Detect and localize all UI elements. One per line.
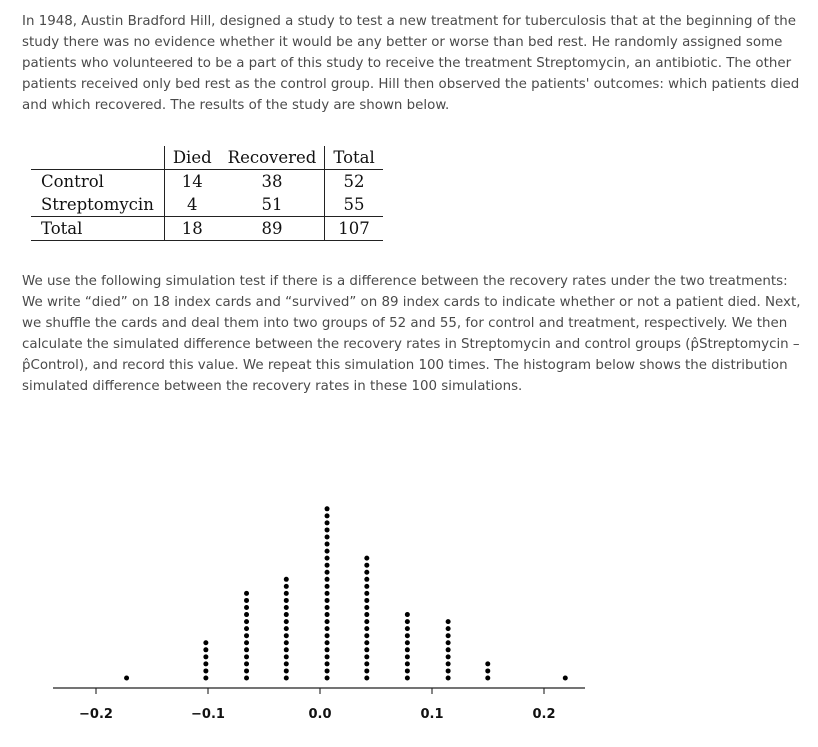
data-dot — [203, 661, 208, 666]
data-dot — [405, 654, 410, 659]
data-dot — [244, 591, 249, 596]
data-dot — [364, 619, 369, 624]
data-dot — [446, 654, 451, 659]
data-dot — [244, 605, 249, 610]
data-dot — [325, 676, 330, 681]
data-dot — [364, 654, 369, 659]
data-dot — [284, 668, 289, 673]
data-dot — [325, 668, 330, 673]
data-dot — [364, 584, 369, 589]
data-dot — [325, 520, 330, 525]
column-header-recovered: Recovered — [220, 146, 325, 170]
results-table — [31, 146, 383, 241]
x-tick-label: 0.0 — [308, 707, 332, 722]
x-tick-label: −0.1 — [191, 707, 225, 722]
data-dot — [364, 591, 369, 596]
data-dot — [446, 626, 451, 631]
data-dot — [364, 612, 369, 617]
data-dot — [446, 647, 451, 652]
data-dot — [446, 676, 451, 681]
data-dot — [284, 577, 289, 582]
data-dot — [446, 633, 451, 638]
data-dot — [364, 570, 369, 575]
data-dot — [284, 654, 289, 659]
data-dot — [325, 570, 330, 575]
data-dot — [325, 549, 330, 554]
data-dot — [485, 676, 490, 681]
table-row-total — [31, 217, 383, 241]
data-dot — [244, 626, 249, 631]
data-dot — [325, 647, 330, 652]
data-dot — [405, 633, 410, 638]
data-dot — [325, 577, 330, 582]
data-dot — [364, 640, 369, 645]
data-dot — [203, 647, 208, 652]
data-dot — [203, 676, 208, 681]
data-dot — [203, 640, 208, 645]
row-label-total: Total — [31, 217, 164, 241]
data-dot — [325, 605, 330, 610]
data-dot — [364, 577, 369, 582]
data-dot — [124, 676, 129, 681]
data-dot — [405, 619, 410, 624]
data-dot — [284, 598, 289, 603]
data-dot — [446, 668, 451, 673]
data-dot — [203, 654, 208, 659]
data-dot — [325, 563, 330, 568]
table-cell: 51 — [220, 193, 325, 217]
table-cell: 14 — [181, 172, 203, 191]
data-dot — [244, 668, 249, 673]
data-dot — [284, 633, 289, 638]
data-dot — [284, 619, 289, 624]
data-dot — [244, 661, 249, 666]
data-dot — [405, 676, 410, 681]
data-dot — [364, 647, 369, 652]
data-dot — [364, 563, 369, 568]
data-dot — [405, 647, 410, 652]
table-cell: 4 — [187, 195, 198, 214]
data-dot — [325, 513, 330, 518]
data-dot — [244, 612, 249, 617]
data-dot — [364, 556, 369, 561]
data-dot — [325, 619, 330, 624]
x-tick-label: 0.1 — [420, 707, 444, 722]
table-cell: 52 — [343, 172, 365, 191]
data-dot — [364, 598, 369, 603]
column-header-total: Total — [325, 146, 383, 170]
data-dot — [244, 619, 249, 624]
data-dot — [405, 661, 410, 666]
data-dot — [244, 633, 249, 638]
data-dot — [485, 668, 490, 673]
data-dot — [325, 661, 330, 666]
data-dot — [364, 633, 369, 638]
table-cell: 18 — [164, 217, 219, 241]
table-header-row — [31, 146, 383, 170]
data-dot — [284, 605, 289, 610]
data-dot — [244, 676, 249, 681]
simulation-paragraph: We use the following simulation test if there is a difference between the recovery rates under the two treatments: We write “died” on 18 index cards and “survived” on 89 index cards to indicate whether or not a patient died. Next, we shuffle the cards and deal them into two groups of 52 and 55, for control and treatment, respectively. We then calculate the simulated difference between the recovery rates in Streptomycin and control groups (p̂Streptomycin – p̂Control), and record this value. We repeat this simulation 100 times. The histogram below shows the distribution simulated difference between the recovery rates in these 100 simulations. — [22, 274, 801, 394]
data-dot — [325, 556, 330, 561]
table-cell: 107 — [325, 217, 383, 241]
data-dot — [325, 535, 330, 540]
data-dot — [405, 640, 410, 645]
data-dot — [325, 527, 330, 532]
data-dot — [405, 626, 410, 631]
data-dot — [325, 633, 330, 638]
data-dot — [284, 661, 289, 666]
data-dot — [364, 676, 369, 681]
table-row — [31, 170, 383, 194]
data-dot — [325, 626, 330, 631]
data-dot — [244, 598, 249, 603]
data-dot — [284, 626, 289, 631]
row-label-control: Control — [31, 170, 164, 194]
data-dot — [244, 640, 249, 645]
data-dot — [364, 626, 369, 631]
data-dot — [284, 640, 289, 645]
data-dot — [446, 661, 451, 666]
table-row — [31, 193, 383, 217]
data-dot — [284, 676, 289, 681]
table-corner-cell — [31, 146, 164, 170]
data-dot — [563, 676, 568, 681]
data-dot — [325, 598, 330, 603]
table-cell: 55 — [343, 195, 365, 214]
data-dot — [325, 542, 330, 547]
row-label-streptomycin: Streptomycin — [31, 193, 164, 217]
data-dot — [284, 612, 289, 617]
table-cell: 38 — [220, 170, 325, 194]
data-dot — [485, 661, 490, 666]
data-dot — [325, 654, 330, 659]
data-dot — [364, 661, 369, 666]
data-dot — [446, 619, 451, 624]
x-tick-label: 0.2 — [532, 707, 556, 722]
data-dot — [325, 584, 330, 589]
data-dot — [325, 506, 330, 511]
data-dot — [405, 612, 410, 617]
data-dot — [325, 591, 330, 596]
data-dot — [325, 640, 330, 645]
dot-plot-chart — [0, 410, 818, 747]
x-tick-label: −0.2 — [79, 707, 113, 722]
intro-paragraph: In 1948, Austin Bradford Hill, designed a study to test a new treatment for tuberculosis that at the beginning of the study there was no evidence whether it would be any better or worse than bed rest. He randomly assigned some patients who volunteered to be a part of this study to receive the treatment Streptomycin, an antibiotic. The other patients received only bed rest as the control group. Hill then observed the patients' outcomes: which patients died and which recovered. The results of the study are shown below. — [22, 14, 800, 113]
data-dot — [364, 668, 369, 673]
data-dot — [244, 654, 249, 659]
data-dot — [284, 584, 289, 589]
data-dot — [364, 605, 369, 610]
data-dot — [203, 668, 208, 673]
data-dot — [244, 647, 249, 652]
column-header-died: Died — [164, 146, 219, 170]
data-dot — [405, 668, 410, 673]
data-dot — [284, 647, 289, 652]
data-dot — [325, 612, 330, 617]
table-cell: 89 — [220, 217, 325, 241]
data-dot — [284, 591, 289, 596]
data-dot — [446, 640, 451, 645]
